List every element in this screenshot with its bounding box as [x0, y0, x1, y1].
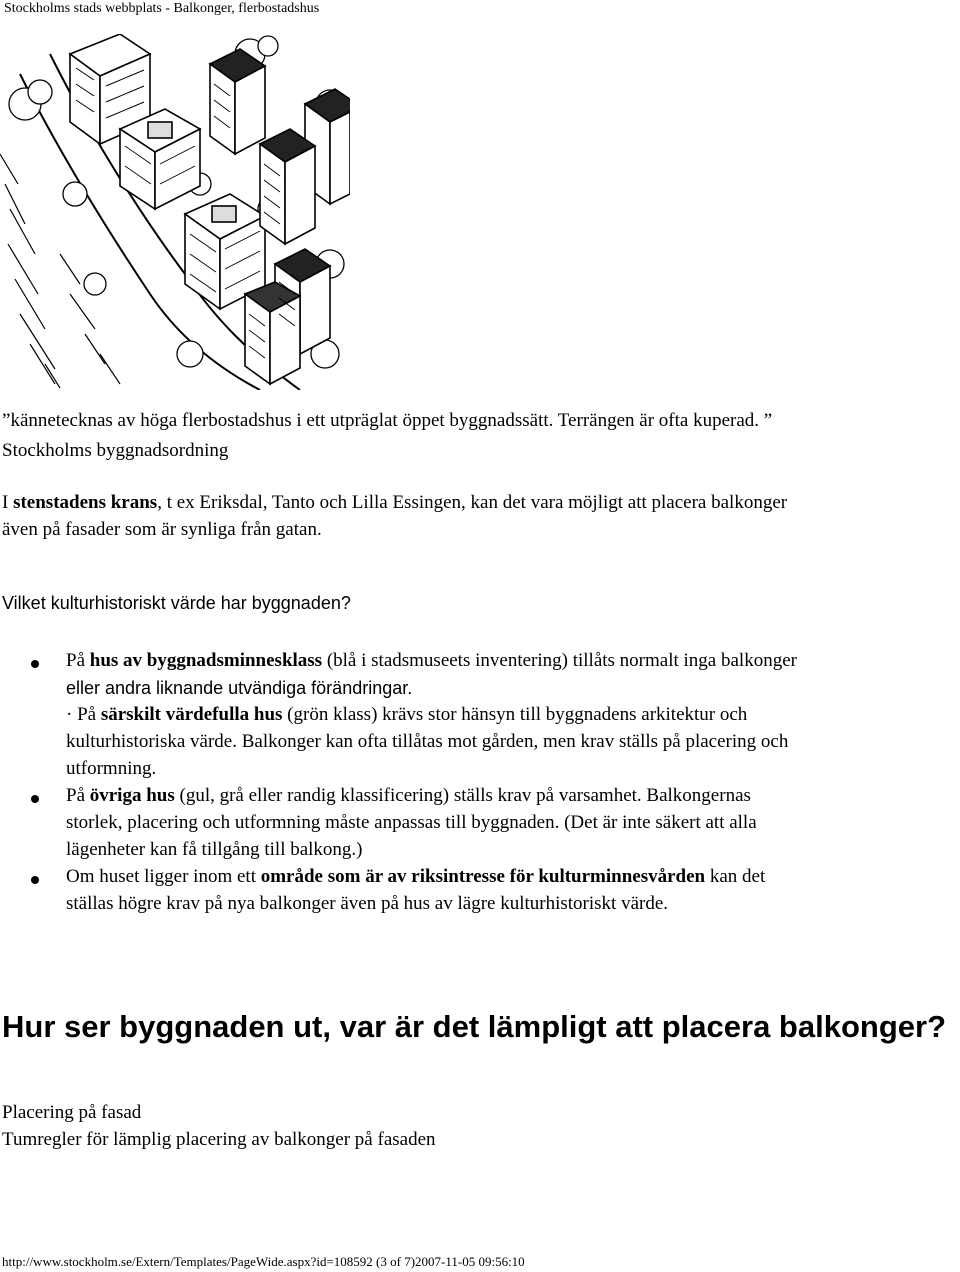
text-span: På	[66, 785, 90, 806]
bullet-1-line-2: eller andra liknande utvändiga förändringar.	[66, 678, 413, 698]
bullet-2-line-1	[66, 702, 747, 728]
intro-text-1: kännetecknas av höga flerbostadshus i ett utpräglat öppet byggnadssätt. Terrängen är ofta kuperad.	[10, 410, 760, 431]
bullet-2-line-3: utformning.	[66, 758, 157, 779]
bullet-2-line-2: kulturhistoriska värde. Balkonger kan ofta tillåtas mot gården, men krav ställs på placering och	[66, 731, 789, 752]
text-span: (blå i stadsmuseets inventering) tillåts normalt inga balkonger	[322, 650, 797, 671]
link-tumregler[interactable]: Tumregler för lämplig placering av balkonger på fasaden	[2, 1129, 436, 1150]
intro-line-1	[2, 408, 772, 434]
bold-term: hus av byggnadsminnesklass	[89, 650, 323, 671]
bullet-icon	[31, 876, 39, 884]
bullet-3-line-1	[66, 783, 751, 809]
footer-url: http://www.stockholm.se/Extern/Templates/PageWide.aspx?id=108592	[2, 1254, 373, 1269]
bold-term: särskilt värdefulla hus	[100, 704, 283, 725]
question-heading: Vilket kulturhistoriskt värde har byggnaden?	[2, 593, 351, 613]
bullet-4-line-1	[66, 864, 765, 890]
print-header-title: Stockholms stads webbplats - Balkonger, flerbostadshus	[4, 1, 320, 16]
stenstad-para-line-1	[2, 490, 787, 516]
bullet-3-line-2: storlek, placering och utformning måste anpassas till byggnaden. (Det är inte säkert att alla	[66, 812, 757, 833]
footer-page-info: (3 of 7)2007-11-05 09:56:10	[376, 1254, 525, 1269]
text-span: , t ex Eriksdal, Tanto och Lilla Essingen, kan det vara möjligt att placera balkonger	[157, 492, 788, 513]
bullet-icon	[31, 795, 39, 803]
text-span: kan det	[705, 866, 766, 887]
stenstad-para-line-2: även på fasader som är synliga från gatan.	[2, 519, 322, 540]
text-span: På	[66, 650, 90, 671]
quote-mark: ”	[2, 410, 11, 431]
intro-source: Stockholms byggnadsordning	[2, 440, 229, 461]
quote-mark-close: ”	[763, 410, 773, 431]
bold-term: stenstadens krans	[13, 492, 158, 513]
aerial-housing-sketch-image	[0, 34, 350, 390]
bold-term: övriga hus	[89, 785, 175, 806]
bullet-4-line-2: ställas högre krav på nya balkonger även på hus av lägre kulturhistoriskt värde.	[66, 893, 669, 914]
print-footer	[2, 1254, 525, 1270]
text-span: (grön klass) krävs stor hänsyn till byggnadens arkitektur och	[282, 704, 748, 725]
text-span: (gul, grå eller randig klassificering) ställs krav på varsamhet. Balkongernas	[174, 785, 751, 806]
bullet-icon	[31, 660, 39, 668]
text-span: · På	[66, 704, 101, 725]
text-span: Om huset ligger inom ett	[66, 866, 261, 887]
bold-term: område som är av riksintresse för kulturminnesvården	[260, 866, 706, 887]
text-span: I	[2, 492, 14, 513]
bullet-3-line-3: lägenheter kan få tillgång till balkong.)	[66, 839, 363, 860]
link-placering-pa-fasad[interactable]: Placering på fasad	[2, 1102, 142, 1123]
bullet-1-line-1	[66, 648, 797, 674]
section-heading: Hur ser byggnaden ut, var är det lämpligt att placera balkonger?	[2, 1009, 947, 1044]
